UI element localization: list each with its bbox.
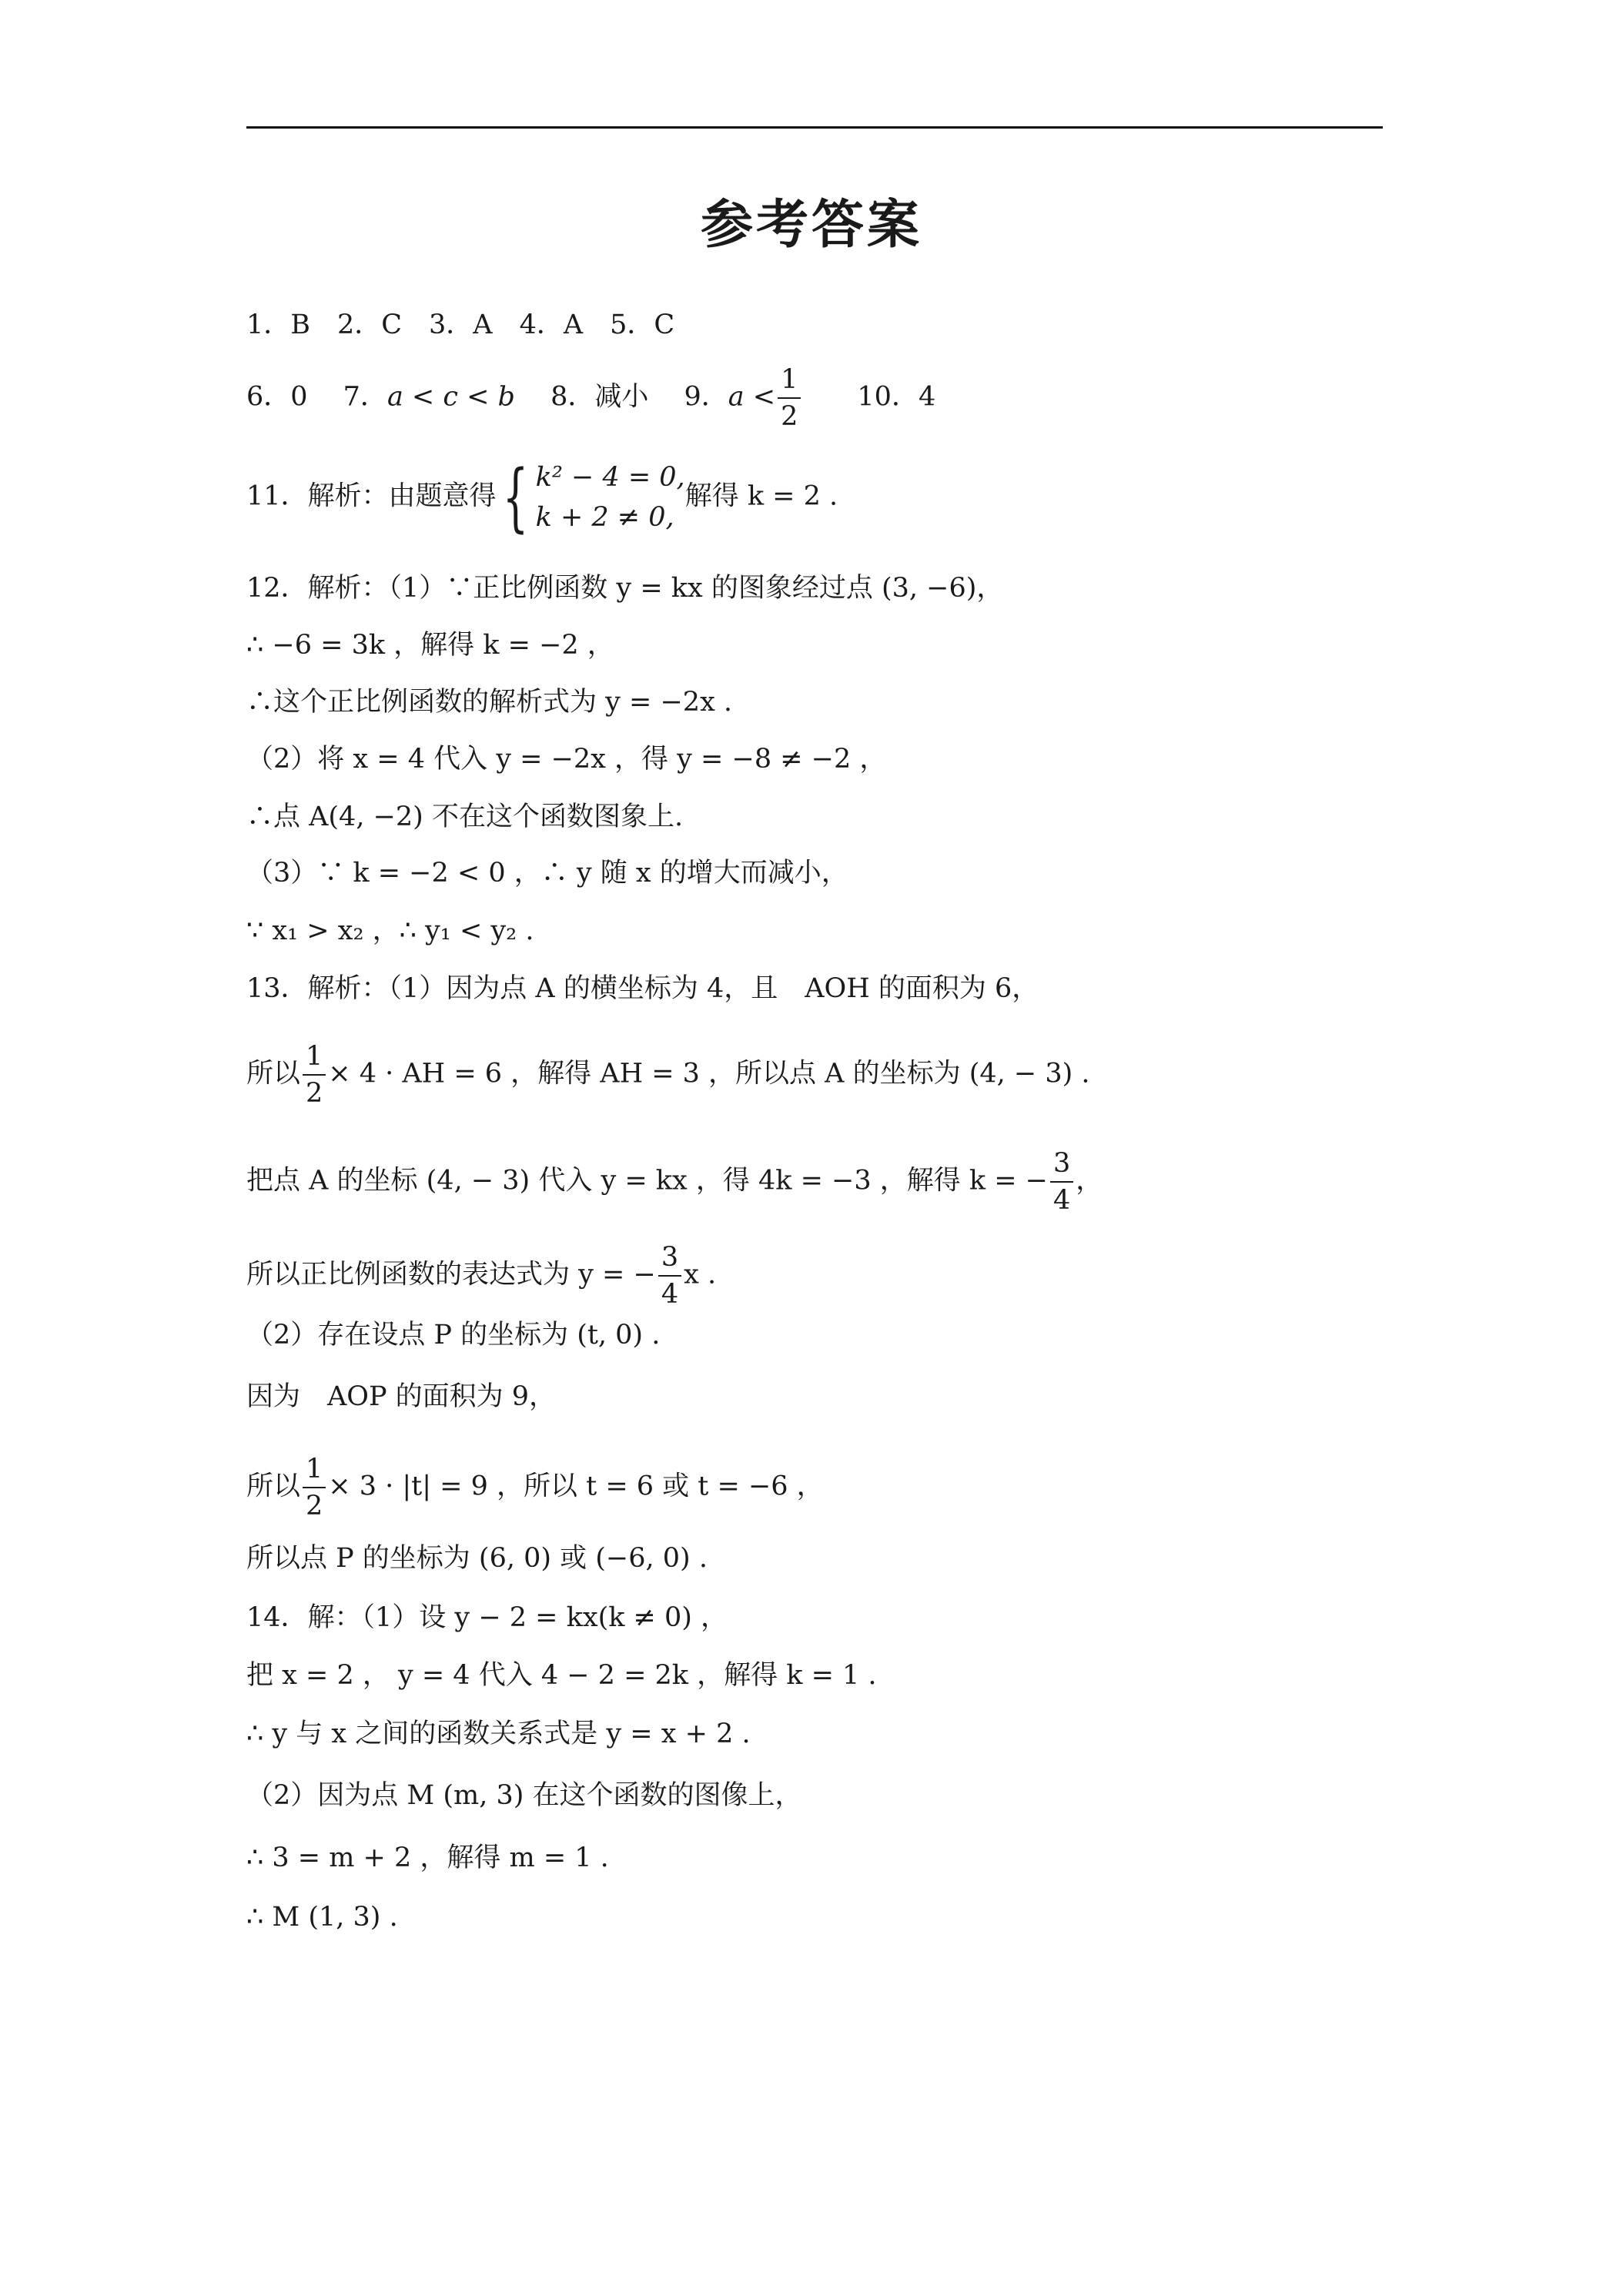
answer-line-12d: （2）将 x = 4 代入 y = −2x ，得 y = −8 ≠ −2 ， <box>246 744 887 775</box>
answer-line-14f: ∴ M (1, 3) . <box>246 1902 398 1933</box>
answer-line-12b: ∴ −6 = 3k ，解得 k = −2 ， <box>246 630 614 661</box>
header-rule <box>246 126 1383 129</box>
answer-line-12f: （3）∵ k = −2 < 0 ，∴ y 随 x 的增大而减小， <box>246 858 848 889</box>
answer-line-14c: ∴ y 与 x 之间的函数关系式是 y = x + 2 . <box>246 1719 751 1749</box>
fraction-three-quarters: $\frac{3}{4}$ <box>658 1240 681 1312</box>
answer-line-13b: 所以 $\frac{1}{2}$ × 4 · AH = 6 ，解得 AH = 3 ，所以点 A 的坐标为 (4, − 3) . <box>246 1039 1090 1111</box>
answer-line-14d: （2）因为点 M (m, 3) 在这个函数的图像上， <box>246 1780 802 1811</box>
answer-line-14a: 14．解：（1）设 y − 2 = kx(k ≠ 0) ， <box>246 1602 728 1633</box>
fraction-half: $\frac{1}{2}$ <box>778 362 801 434</box>
answer-line-1: 1．B 2．C 3．A 4．A 5．C <box>246 310 675 340</box>
answer-line-14e: ∴ 3 = m + 2 ，解得 m = 1 . <box>246 1842 609 1873</box>
fraction-three-quarters: $\frac{3}{4}$ <box>1050 1146 1073 1218</box>
system-brace: { <box>502 454 528 541</box>
page-title: 参考答案 <box>700 194 922 256</box>
answer-line-12g: ∵ x₁ > x₂ ，∴ y₁ < y₂ . <box>246 915 534 946</box>
answer-line-13f: 因为 AOP 的面积为 9， <box>246 1381 557 1412</box>
fraction-half: $\frac{1}{2}$ <box>303 1451 326 1524</box>
equation-system: k² − 4 = 0, k + 2 ≠ 0, <box>535 462 685 533</box>
answer-line-14b: 把 x = 2 ， y = 4 代入 4 − 2 = 2k ，解得 k = 1 . <box>246 1660 877 1691</box>
answer-line-13c: 把点 A 的坐标 (4, − 3) 代入 y = kx ，得 4k = −3 ，解得 k = − $\frac{3}{4}$ ， <box>246 1146 1103 1218</box>
answer-line-13h: 所以点 P 的坐标为 (6, 0) 或 (−6, 0) . <box>246 1543 708 1574</box>
answer-line-13d: 所以正比例函数的表达式为 y = − $\frac{3}{4}$ x . <box>246 1240 716 1312</box>
answer-line-13a: 13．解析：（1）因为点 A 的横坐标为 4，且 AOH 的面积为 6， <box>246 973 1039 1004</box>
fraction-half: $\frac{1}{2}$ <box>303 1039 326 1111</box>
answer-line-12c: ∴这个正比例函数的解析式为 y = −2x . <box>246 687 733 718</box>
answer-line-13e: （2）存在设点 P 的坐标为 (t, 0) . <box>246 1320 661 1350</box>
answer-line-12e: ∴点 A(4, −2) 不在这个函数图象上. <box>246 802 684 832</box>
answer-line-13g: 所以 $\frac{1}{2}$ × 3 · |t| = 9 ，所以 t = 6 或 t = −6 ， <box>246 1451 824 1524</box>
answer-line-2: 6．0 7．a < c < b 8．减小 9．a < $\frac{1}{2}$ 10．4 <box>246 362 935 434</box>
answer-line-11: 11．解析：由题意得{ k² − 4 = 0, k + 2 ≠ 0, 解得 k = 2 . <box>246 454 838 541</box>
answer-line-12a: 12．解析：（1）∵正比例函数 y = kx 的图象经过点 (3, −6)， <box>246 573 1004 604</box>
